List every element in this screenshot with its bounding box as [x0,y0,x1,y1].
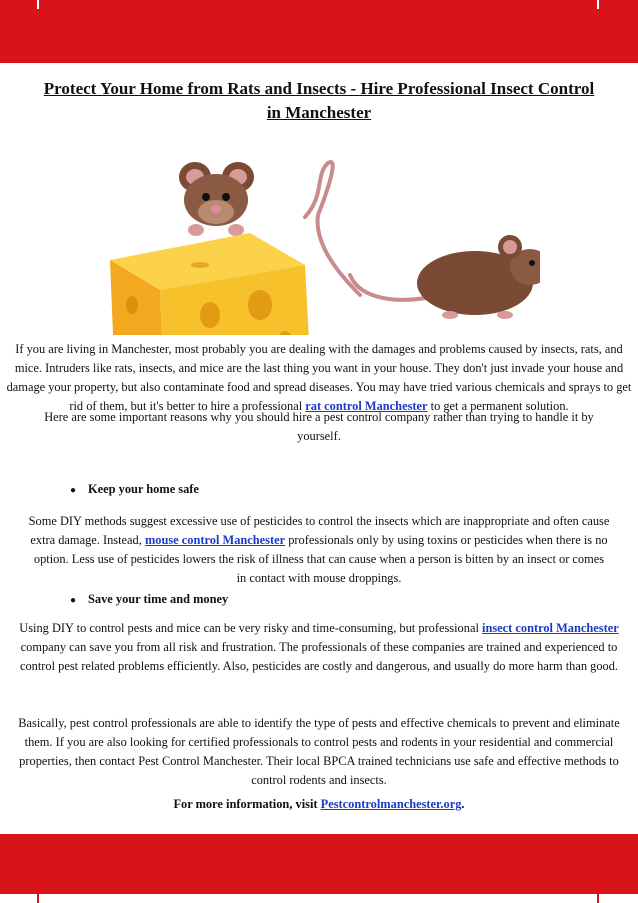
intro-paragraph [0,340,638,416]
bullet-keep-home-safe [70,480,199,500]
more-info-text: For more information, visit [173,797,318,811]
top-red-band [0,0,638,63]
basic-paragraph: Basically, pest control professionals are able to identify the type of pests and effective chemicals to prevent and eliminate them. If you are also looking for certified professionals to control pests and rodents in your residential and commercial properties, then contact Pest Control Manchester. Their local BPCA trained technicians use safe and effective methods to control rodents and insects. [18,716,620,787]
time-text: Using DIY to control pests and mice can be very risky and time-consuming, but professional [19,621,479,635]
mouse-cheese-illustration [100,155,540,335]
intro-text-end: to get a permanent solution. [430,399,569,413]
website-link[interactable]: Pestcontrolmanchester.org [320,797,462,811]
reasons-paragraph: Here are some important reasons why you should hire a pest control company rather than trying to handle it by yourself. [44,410,594,443]
bullet-label: Save your time and money [88,592,229,606]
more-info-period: . [461,797,465,811]
bullet-dot-icon: ● [70,485,77,496]
insect-control-link[interactable]: insect control Manchester [482,621,619,635]
page-title: Protect Your Home from Rats and Insects - Hire Professional Insect Control in Manchester [43,79,595,122]
more-info-line [0,795,638,814]
bullet-save-time-money [70,590,228,610]
document-page [0,63,638,834]
bottom-red-band [0,834,638,894]
mouse-control-link[interactable]: mouse control Manchester [144,533,286,547]
safe-paragraph [0,512,638,588]
intro-text: If you are living in Manchester, most probably you are dealing with the damages and problems caused by insects, rats, and mice. Intruders like rats, insects, and mice are the last thing you want in your house. They don't just invade your house and damage your property, but also contaminate food and spread diseases. You may have tried various chemicals and sprays to get rid of them, but it's better to hire a professional [6,342,632,413]
safe-text-end: professionals only by using toxins or pesticides when there is no option. Less use of pesticides lowers the risk of illness that can cause when a person is bitten by an insect or comes in contact with mouse droppings. [33,533,608,585]
time-paragraph [0,619,638,676]
time-text-end: company can save you from all risk and frustration. The professionals of these companies are trained and experienced to control pest related problems efficiently. Also, pesticides are costly and dangerous, and usually do more harm than good. [19,640,619,673]
safe-text: Some DIY methods suggest excessive use of pesticides to control the insects which are inappropriate and often cause extra damage. Instead, [28,514,610,547]
bullet-dot-icon: ● [70,595,77,606]
rat-control-link[interactable]: rat control Manchester [305,399,428,413]
bullet-label: Keep your home safe [88,482,199,496]
